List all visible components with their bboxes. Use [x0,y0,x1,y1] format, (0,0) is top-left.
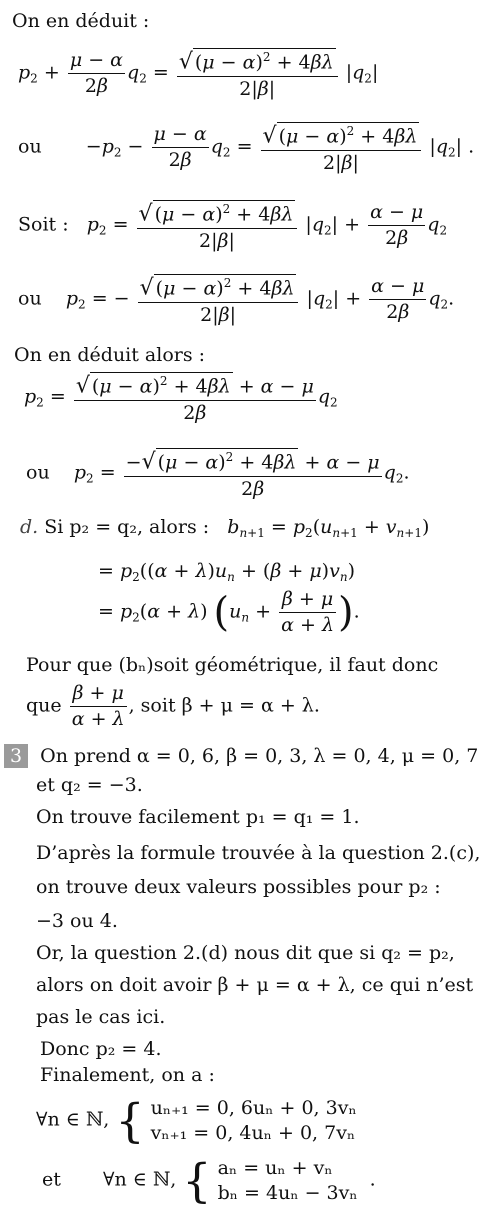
sys1-row1: uₙ₊₁ = 0, 6uₙ + 0, 3vₙ [150,1097,357,1119]
equation-3: Soit : $p_2$ = $\frac{√ (\mu - \alpha)^2 + 4\beta\lambda}{2|\beta|}$ $|q_2|$ + $\frac{\alpha - \mu}{2\beta}$ $q_2$ [18,201,448,253]
q3-text-1: On prend α = 0, 6, β = 0, 3, λ = 0, 4, μ = 0, 7 [40,745,479,767]
part-d-text: Si p₂ = q₂, alors : [44,516,210,538]
part-d-label: d. [20,516,39,538]
q3-line9: pas le cas ici. [36,1006,166,1028]
word-que: que [26,694,62,717]
forall-2: ∀n ∈ ℕ, [102,1168,177,1191]
word-ou-3: ou [26,461,50,484]
system-2: et ∀n ∈ ℕ, { aₙ = uₙ + vₙ bₙ = 4uₙ − 3vₙ . [42,1153,376,1208]
q3-line8: alors on doit avoir β + μ = α + λ, ce qui n’est [36,974,474,996]
part-d-line: d. Si p₂ = q₂, alors : $b_{n+1} = p_2(u_{n+1} + v_{n+1})$ [20,516,430,540]
equation-6: ou $p_2$ = $\frac{-√ (\mu - \alpha)^2 + 4\beta\lambda + \alpha - \mu}{2\beta}$ $q_2$. [26,449,410,501]
equation-d-2: = $p_2((\alpha + \lambda)u_n + (\beta + \mu)v_n)$ [98,560,355,584]
part-d-conclusion: Pour que (bₙ)soit géométrique, il faut donc [26,654,439,676]
part-d-soit: , soit β + μ = α + λ. [128,694,320,717]
q3-line7: Or, la question 2.(d) nous dit que si q₂ = p₂, [36,942,455,964]
q3-line5: on trouve deux valeurs possibles pour p₂ : [36,876,441,898]
question-3-line1 [4,744,478,768]
word-ou-2: ou [18,287,42,310]
equation-1: $p_2$ + $\frac{\mu - \alpha}{2\beta}$ $q_2$ = $\frac{√ (\mu - \alpha)^2 + 4\beta\lambda}{2|\beta|}$ $|q_2|$ [18,49,379,101]
equation-4: ou $p_2$ = − $\frac{√ (\mu - \alpha)^2 + 4\beta\lambda}{2|\beta|}$ $|q_2|$ + $\frac{\alpha - \mu}{2\beta}$ $q_2$. [18,275,455,327]
equation-d-3: = $p_2(\alpha + \lambda) (u_n$ + $\frac{\beta + \mu}{\alpha + \lambda}$ ). [98,588,360,636]
part-d-final: que $\frac{\beta + \mu}{\alpha + \lambda}$ , soit β + μ = α + λ. [26,682,320,730]
sys2-row2: bₙ = 4uₙ − 3vₙ [217,1181,358,1204]
q3-line4: D’après la formule trouvée à la question 2.(c), [36,842,481,864]
question-3-badge: 3 [4,744,28,768]
sys2-row1: aₙ = uₙ + vₙ [217,1157,333,1179]
word-et: et [42,1168,61,1191]
equation-5: $p_2$ = $\frac{√ (\mu - \alpha)^2 + 4\beta\lambda + \alpha - \mu}{2\beta}$ $q_2$ [24,373,338,425]
q3-line11: Finalement, on a : [40,1064,215,1086]
q3-line2: et q₂ = −3. [36,774,143,796]
q3-line3: On trouve facilement p₁ = q₁ = 1. [36,806,360,828]
word-soit: Soit : [18,213,69,236]
equation-2: ou $-p_2$ − $\frac{\mu - \alpha}{2\beta}$ $q_2$ = $\frac{√ (\mu - \alpha)^2 + 4\beta\lambda}{2|\beta|}$ $|q_2|$ . [18,123,475,175]
q3-line6: −3 ou 4. [36,910,118,932]
q3-line10: Donc p₂ = 4. [40,1038,162,1060]
word-ou: ou [18,135,42,158]
heading-alors: On en déduit alors : [14,344,206,366]
system-1: ∀n ∈ ℕ, { uₙ₊₁ = 0, 6uₙ + 0, 3vₙ vₙ₊₁ = 0, 4uₙ + 0, 7vₙ [36,1093,357,1148]
sys1-row2: vₙ₊₁ = 0, 4uₙ + 0, 7vₙ [150,1121,356,1144]
forall-1: ∀n ∈ ℕ, [36,1108,110,1131]
heading-deduit: On en déduit : [12,10,150,32]
